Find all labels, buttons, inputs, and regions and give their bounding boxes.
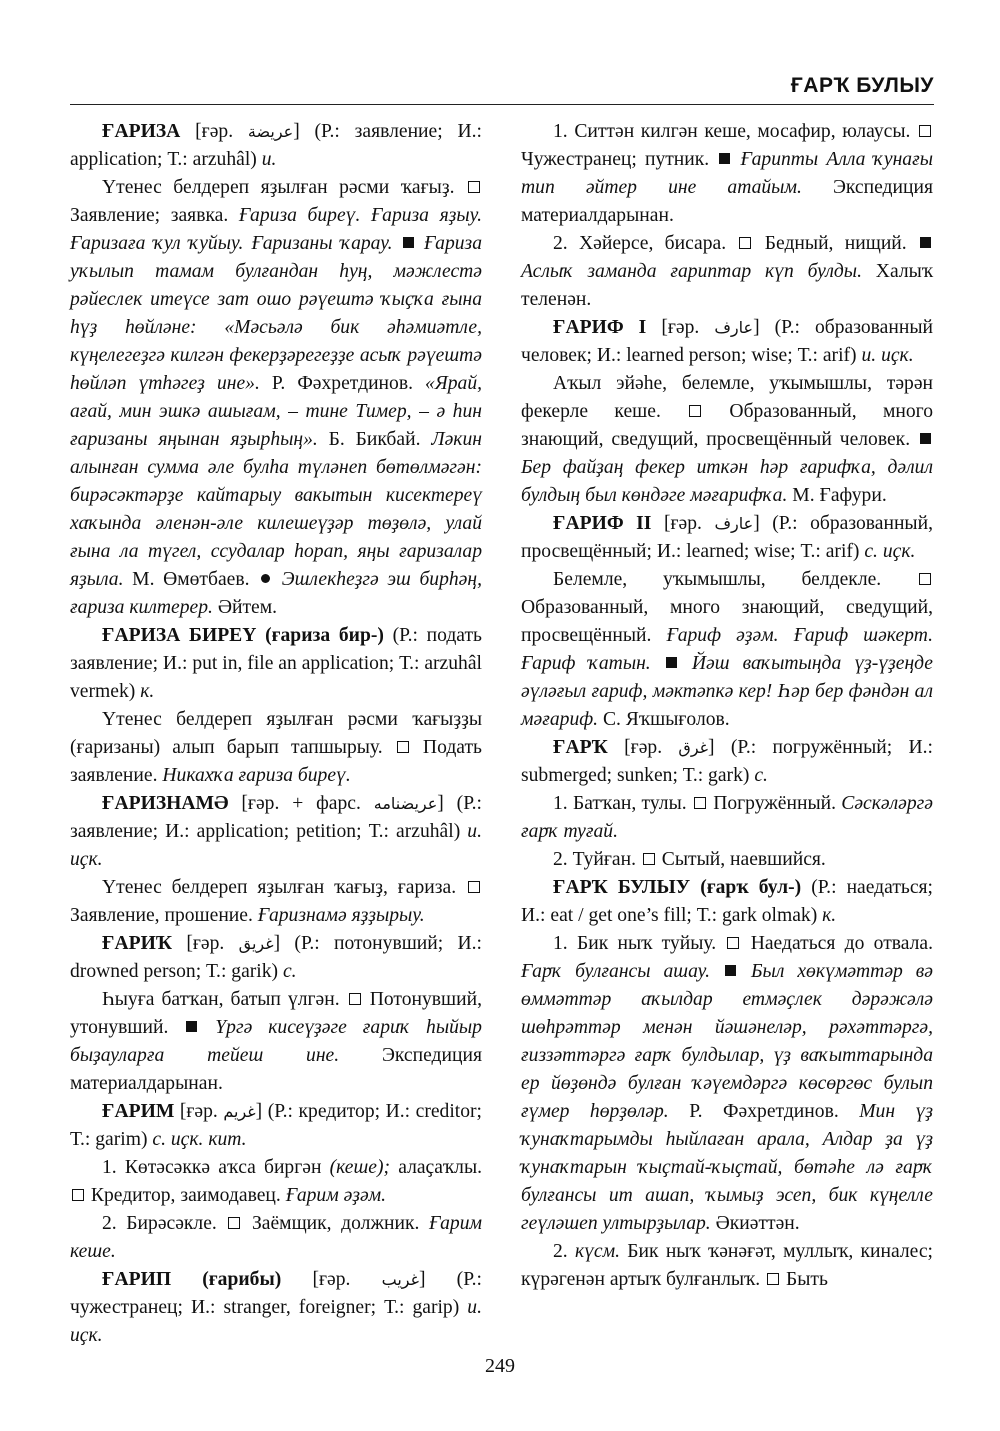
definition-text: Туйған. [572, 849, 641, 870]
definition [70, 874, 482, 930]
sense-2 [521, 230, 933, 314]
usage-examples: Ғарҡ булғансы ашау. [521, 961, 710, 982]
square-marker-icon [468, 181, 480, 193]
citation-author: М. Өмөтбаев. [123, 569, 259, 590]
headword: ҒАРҠ БУЛЫУ (ғарҡ бул-) [553, 877, 802, 898]
citation: Мин үҙ ҡунаҡтарымды һыйлаған арала, Алдар ҙа үҙ ҡунаҡтарын ҡыҫтай-ҡыҫтай, бөтәһе лә ғарҡ булғансы ит ашап, ҡымыҙ эсеп, бик күңелле геүләшеп ултырҙылар. [521, 1101, 933, 1234]
definition-text: Үтенес белдереп яҙылған ҡағыҙ, ғариза. [102, 877, 466, 898]
sense-2 [521, 1238, 933, 1294]
definition-text: Ситтән килгән кеше, мосафир, юлаусы. [574, 121, 917, 142]
sense-number: 2. [553, 849, 573, 870]
part-of-speech: и. иҫк. [70, 821, 482, 870]
definition-note: (кеше); [329, 1157, 391, 1178]
definition [70, 986, 482, 1098]
entry-ghariza [70, 118, 482, 174]
definition [70, 706, 482, 790]
part-of-speech: с. иҫк. кит. [152, 1129, 247, 1150]
sense-2 [70, 1210, 482, 1266]
right-column [521, 118, 933, 1294]
russian-equivalent: Быть [781, 1269, 828, 1290]
usage-examples: Ғарим әҙәм. [285, 1185, 387, 1206]
russian-equivalent: Заявление; заявка. [70, 205, 239, 226]
proverb-source: Әйтем. [212, 597, 278, 618]
part-of-speech: с. [754, 765, 768, 786]
sense-number: 1. [553, 793, 573, 814]
definition-text: Үтенес белдереп яҙылған рәсми ҡағыҙҙы (ғаризаны) алып барып тапшырыу. [70, 709, 482, 758]
entry-gharif-1 [521, 314, 933, 370]
black-square-icon [719, 153, 730, 164]
citation-author: М. Ғафури. [787, 485, 887, 506]
part-of-speech: с. иҫк. [864, 541, 916, 562]
square-marker-icon [767, 1273, 779, 1285]
bullet-icon [261, 574, 270, 583]
citation: Ғариза уҡылып тамам булғандан һуң, мәжлестә рәйеслек итеүсе зат ошо рәүештә ҡыҫҡа ғына һүҙ һөйләне: «Мәсьәлә бик әһәмиәтле, күңелегеҙгә килгән фекерҙәрегеҙҙе асыҡ рәүештә һөйләп үтһәгеҙ ине». [70, 233, 482, 394]
definition-text: Көтәсәккә аҡса биргән [124, 1157, 330, 1178]
citation-source: Халыҡ теленән. [521, 261, 933, 310]
entry-gharim [70, 1098, 482, 1154]
citation-author: Р. Фәхретдинов. [668, 1101, 860, 1122]
definition-text: Үтенес белдереп яҙылған рәсми ҡағыҙ. [102, 177, 466, 198]
definition-text: Бик ныҡ ҡәнәғәт, муллыҡ, киналес; күрәгенән артыҡ булғанлыҡ. [521, 1241, 933, 1290]
translations: (Р.: наедаться; И.: eat / get one’s fill; Т.: gark olmak) [521, 877, 933, 926]
translations: ] (Р.: потонувший; И.: drowned person; Т.: garik) [70, 933, 482, 982]
definition-text: алаҫаҡлы. [390, 1157, 483, 1178]
usage-examples: Ғариф әҙәм. Ғариф шәкерт. Ғариф ҡатын. [521, 625, 933, 674]
sense-number: 1. [553, 933, 577, 954]
usage-examples: Сәскәләргә ғарҡ туғай. [521, 793, 933, 842]
usage-examples: Ғариза биреү. Ғариза яҙыу. Ғаризаға ҡул ҡуйыу. Ғаризаны ҡарау. [70, 205, 483, 254]
translations: ] (Р.: кредитор; И.: creditor; Т.: garim) [70, 1101, 482, 1150]
etymology: [ғәр. [172, 933, 239, 954]
entry-gharq [521, 734, 933, 790]
translations: (Р.: подать заявление; И.: put in, file an application; Т.: arzuhâl vermek) [70, 625, 482, 702]
citation-author: Б. Бикбай. [317, 429, 432, 450]
arabic-script: غريق [238, 934, 274, 953]
square-marker-icon [643, 853, 655, 865]
part-of-speech: с. [282, 961, 297, 982]
square-marker-icon [397, 741, 409, 753]
definition [70, 174, 482, 622]
headword: ҒАРИМ [102, 1101, 175, 1122]
translations: ] (Р.: чужестранец; И.: stranger, foreigner; Т.: garip) [70, 1269, 482, 1318]
translations: ] (Р.: погружённый; И.: submerged; sunken; Т.: gark) [521, 737, 933, 786]
part-of-speech: и. [261, 149, 277, 170]
entry-gharizname [70, 790, 482, 874]
arabic-script: عريضنامه [373, 794, 438, 813]
definition [521, 370, 933, 510]
square-marker-icon [228, 1217, 240, 1229]
black-square-icon [186, 1021, 197, 1032]
usage-examples: Ғарим кеше. [70, 1213, 482, 1262]
headword: ҒАРИЗА [102, 121, 181, 142]
entry-gharik [70, 930, 482, 986]
definition-text: Аҡыл эйәһе, белемле, уҡымышлы, тәрән фекерле кеше. [521, 373, 933, 422]
sense-number: 2. [553, 233, 579, 254]
headword: ҒАРИЗА БИРЕҮ (ғариза бир-) [102, 625, 384, 646]
definition-text: Хәйерсе, бисара. [579, 233, 738, 254]
square-marker-icon [349, 993, 361, 1005]
part-of-speech: к. [822, 905, 837, 926]
usage-examples: Никахҡа ғариза биреү. [162, 765, 351, 786]
entry-gharq-buluu [521, 874, 933, 930]
translations: ] (Р.: заявление; И.: application; Т.: arzuhâl) [70, 121, 482, 170]
arabic-script: عارف [714, 318, 754, 337]
sense-number: 2. [102, 1213, 127, 1234]
usage-examples: Ғаризнамә яҙҙырыу. [257, 905, 425, 926]
russian-equivalent: Потонувший, утонувший. [70, 989, 482, 1038]
square-marker-icon [689, 405, 701, 417]
usage-label: күсм. [574, 1241, 621, 1262]
black-square-icon [920, 237, 931, 248]
citation: Үргә кисеүҙәге ғариҡ һыйыр быҙауларға тейеш ине. [70, 1017, 482, 1066]
russian-equivalent: Подать заявление. [70, 737, 482, 786]
part-of-speech: и. иҫк. [70, 1297, 482, 1346]
square-marker-icon [468, 881, 480, 893]
etymology: [ғәр. [281, 1269, 382, 1290]
russian-equivalent: Заёмщик, должник. [242, 1213, 429, 1234]
arabic-script: غريم [223, 1102, 256, 1121]
sense-1 [521, 930, 933, 1238]
citation: Ләкин алынған сумма әле булһа түләнеп бөтөлмәгән: бирәсәктәрҙе кайтарыу вакытын кисектереү хаҡында әленән-әле килешеүҙәр төҙөлә, улай ғына ла түгел, ссудалар һорап, яңы ғаризалар яҙыла. [70, 429, 482, 590]
etymology: [ғәр. [174, 1101, 224, 1122]
entry-gharip [70, 1266, 482, 1350]
citation-source: Экспедиция материалдарынан. [521, 177, 933, 226]
russian-equivalent: Чужестранец; путник. [521, 149, 718, 170]
entry-ghariza-bireu [70, 622, 482, 706]
headword: ҒАРҠ [553, 737, 608, 758]
headword: ҒАРИП (ғарибы) [102, 1269, 282, 1290]
headword: ҒАРИҠ [102, 933, 173, 954]
etymology: [ғәр. + фарс. [228, 793, 374, 814]
definition [521, 566, 933, 734]
russian-equivalent: Кредитор, заимодавец. [86, 1185, 286, 1206]
translations: ] (Р.: заявление; И.: application; petition; Т.: arzuhâl) [70, 793, 482, 842]
square-marker-icon [72, 1189, 84, 1201]
sense-number: 1. [553, 121, 575, 142]
black-square-icon [725, 965, 736, 976]
citation: Аслыҡ заманда ғариптар күп булды. [521, 261, 862, 282]
definition-text: Белемле, уҡымышлы, белдекле. [553, 569, 917, 590]
headword: ҒАРИФ I [553, 317, 647, 338]
square-marker-icon [919, 125, 931, 137]
black-square-icon [666, 657, 677, 668]
square-marker-icon [739, 237, 751, 249]
definition-text: Бирәсәкле. [126, 1213, 227, 1234]
russian-equivalent: Погружённый. [707, 793, 842, 814]
part-of-speech: и. иҫк. [861, 345, 914, 366]
etymology: [ғәр. [646, 317, 715, 338]
sense-number: 1. [102, 1157, 125, 1178]
square-marker-icon [919, 573, 931, 585]
headword: ҒАРИФ II [553, 513, 652, 534]
running-head: ҒАРҠ БУЛЫУ [790, 74, 934, 97]
citation: Бер файҙаң фекер иткән һәр ғарифҡа, дәлил булдың был көндәге мәғарифҡа. [521, 457, 933, 506]
russian-equivalent: Наедаться до отвала. [741, 933, 933, 954]
arabic-script: عارف [714, 514, 754, 533]
arabic-script: غريب [381, 1270, 419, 1289]
russian-equivalent: Сытый, наевшийся. [656, 849, 826, 870]
definition-text: Батҡан, тулы. [572, 793, 692, 814]
page-header [70, 58, 934, 105]
arabic-script: غرق [678, 738, 709, 757]
russian-equivalent: Бедный, нищий. [753, 233, 918, 254]
entry-gharif-2 [521, 510, 933, 566]
sense-2 [521, 846, 933, 874]
proverb: Эшлекһеҙгә эш бирһәң, ғариза килтерер. [70, 569, 482, 618]
sense-1 [521, 790, 933, 846]
citation-source: Экспедиция материалдарынан. [70, 1045, 482, 1094]
citation: Был хөкүмәттәр вә өммәттәр аҡылдар етмәҫлек дәрәжәлә шөһрәттәр менән йәшәнеләр, рәхәттәргә, ғиззәттәргә ғарҡ булдылар, үҙ ваҡыттарында ер йөҙөндә булған ҡәүемдәргә көсөргөс булып ғүмер һөрҙөләр. [521, 961, 934, 1122]
definition-text: Һыуға батҡан, батып үлгән. [102, 989, 347, 1010]
sense-1 [70, 1154, 482, 1210]
russian-equivalent: Образованный, много знающий, сведущий, просвещённый. [521, 597, 933, 646]
translations: ] (Р.: образованный человек; И.: learned person; wise; Т.: arif) [521, 317, 933, 366]
citation-author: С. Яҡшығолов. [598, 709, 730, 730]
citation: Ғарипты Алла ҡунағы тип әйтер ине атайым. [521, 149, 933, 198]
black-square-icon [403, 237, 414, 248]
arabic-script: عريضة [247, 122, 294, 141]
russian-equivalent: Образованный, много знающий, сведущий, просвещённый человек. [521, 401, 933, 450]
square-marker-icon [727, 937, 739, 949]
etymology: [ғәр. [180, 121, 248, 142]
sense-1 [521, 118, 933, 230]
translations: ] (Р.: образованный, просвещённый; И.: learned; wise; Т.: arif) [521, 513, 933, 562]
etymology: [ғәр. [651, 513, 715, 534]
russian-equivalent: Заявление, прошение. [70, 905, 258, 926]
etymology: [ғәр. [607, 737, 679, 758]
definition-text: Бик ныҡ туйыу. [576, 933, 726, 954]
page-number: 249 [485, 1355, 515, 1377]
citation-source: Әкиәттән. [710, 1213, 800, 1234]
left-column [70, 118, 482, 1350]
headword: ҒАРИЗНАМӘ [102, 793, 229, 814]
sense-number: 2. [553, 1241, 575, 1262]
part-of-speech: к. [140, 681, 155, 702]
black-square-icon [920, 433, 931, 444]
square-marker-icon [694, 797, 706, 809]
citation: Йәш ваҡытыңда үҙ-үҙеңде әүләғыл ғариф, мәктәпкә кер! Һәр бер фәндән ал мәғариф. [521, 653, 934, 730]
citation-author: Р. Фәхретдинов. [259, 373, 426, 394]
citation: «Ярай, ағай, мин эшкә ашығам, – тине Тимер, – ә һин ғаризаны яңынан яҙырһың». [70, 373, 483, 450]
